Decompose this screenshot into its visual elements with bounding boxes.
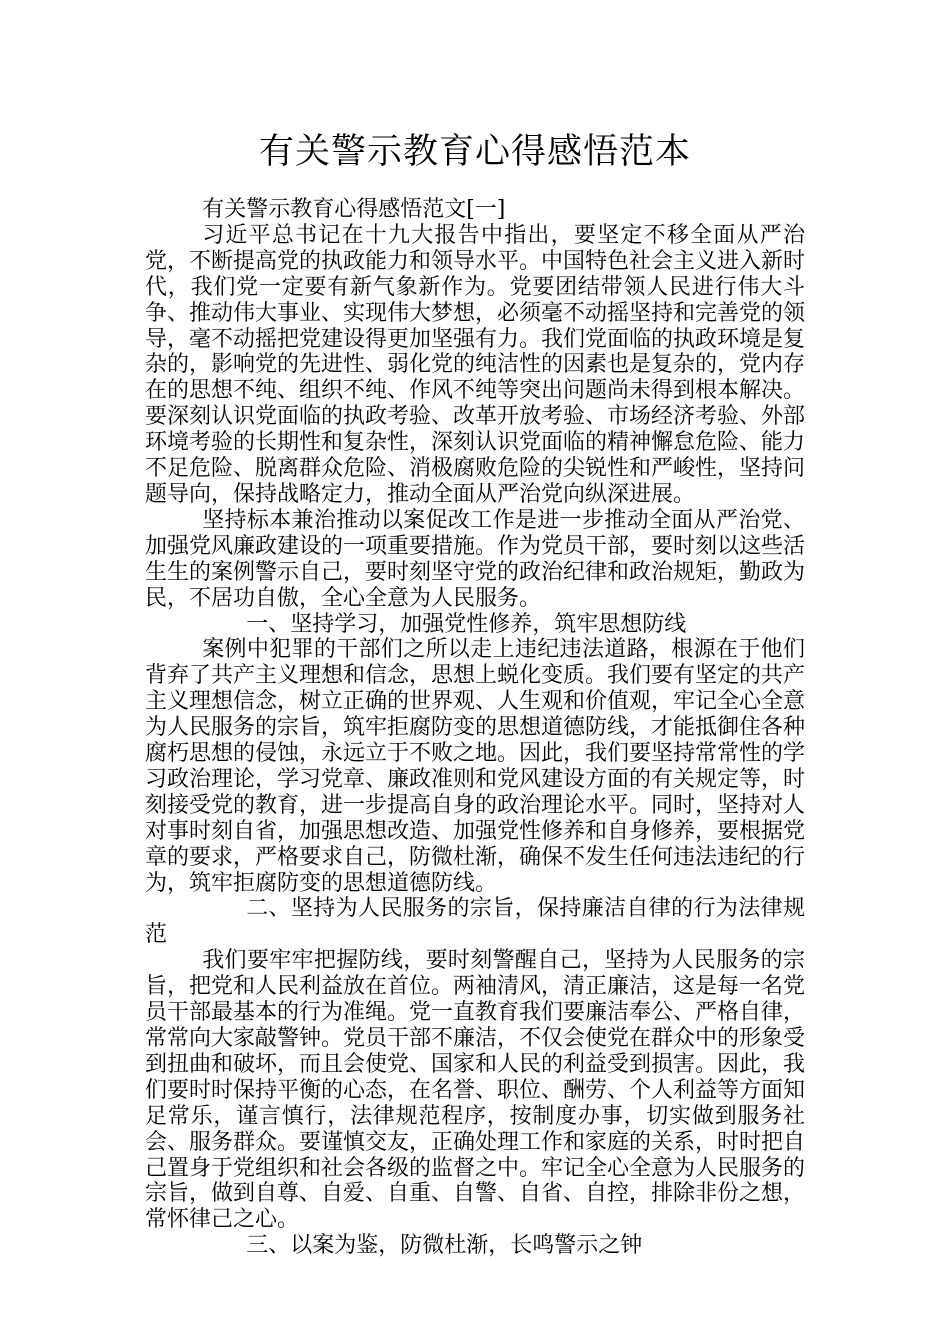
section-heading: 三、以案为鉴，防微杜渐，长鸣警示之钟 bbox=[246, 1233, 643, 1259]
body-paragraph: 有关警示教育心得感悟范文[一] bbox=[202, 197, 506, 222]
section-heading: 一、坚持学习，加强党性修养，筑牢思想防线 bbox=[246, 611, 687, 637]
section-heading: 二、坚持为人民服务的宗旨，保持廉洁自律的行为法律规范 bbox=[145, 896, 805, 948]
body-paragraph: 坚持标本兼治推动以案促改工作是进一步推动全面从严治党、加强党风廉政建设的一项重要措施。作为党员干部，要时刻以这些活生生的案例警示自己，要时刻坚守党的政治纪律和政治规矩，勤政为民，不居功自傲，全心全意为人民服务。 bbox=[145, 507, 806, 611]
body-paragraph: 我们要牢牢把握防线，要时刻警醒自己，坚持为人民服务的宗旨，把党和人民利益放在首位。两袖清风，清正廉洁，这是每一名党员干部最基本的行为准绳。党一直教育我们要廉洁奉公、严格自律，常常向大家敲警钟。党员干部不廉洁，不仅会使党在群众中的形象受到扭曲和破坏，而且会使党、国家和人民的利益受到损害。因此，我们要时时保持平衡的心态，在名誉、职位、酬劳、个人利益等方面知足常乐，谨言慎行，法律规范程序，按制度办事，切实做到服务社会、服务群众。要谨慎交友，正确处理工作和家庭的关系，时时把自己置身于党组织和社会各级的监督之中。牢记全心全意为人民服务的宗旨，做到自尊、自爱、自重、自警、自省、自控，排除非份之想，常怀律己之心。 bbox=[145, 948, 806, 1233]
body-paragraph: 习近平总书记在十九大报告中指出，要坚定不移全面从严治党，不断提高党的执政能力和领导水平。中国特色社会主义进入新时代，我们党一定要有新气象新作为。党要团结带领人民进行伟大斗争、推动伟大事业、实现伟大梦想，必须毫不动摇坚持和完善党的领导，毫不动摇把党建设得更加坚强有力。我们党面临的执政环境是复杂的，影响党的先进性、弱化党的纯洁性的因素也是复杂的，党内存在的思想不纯、组织不纯、作风不纯等突出问题尚未得到根本解决。要深刻认识党面临的执政考验、改革开放考验、市场经济考验、外部环境考验的长期性和复杂性，深刻认识党面临的精神懈怠危险、能力不足危险、脱离群众危险、消极腐败危险的尖锐性和严峻性，坚持问题导向，保持战略定力，推动全面从严治党向纵深进展。 bbox=[145, 222, 806, 507]
document-body bbox=[145, 197, 805, 1259]
document-title: 有关警示教育心得感悟范本 bbox=[258, 132, 691, 172]
body-paragraph: 案例中犯罪的干部们之所以走上违纪违法道路，根源在于他们背弃了共产主义理想和信念，思想上蜕化变质。我们要有坚定的共产主义理想信念，树立正确的世界观、人生观和价值观，牢记全心全意为人民服务的宗旨，筑牢拒腐防变的思想道德防线，才能抵御住各种腐朽思想的侵蚀，永远立于不败之地。因此，我们要坚持常常性的学习政治理论，学习党章、廉政准则和党风建设方面的有关规定等，时刻接受党的教育，进一步提高自身的政治理论水平。同时，坚持对人对事时刻自省，加强思想改造、加强党性修养和自身修养，要根据党章的要求，严格要求自己，防微杜渐，确保不发生任何违法违纪的行为，筑牢拒腐防变的思想道德防线。 bbox=[145, 637, 806, 896]
